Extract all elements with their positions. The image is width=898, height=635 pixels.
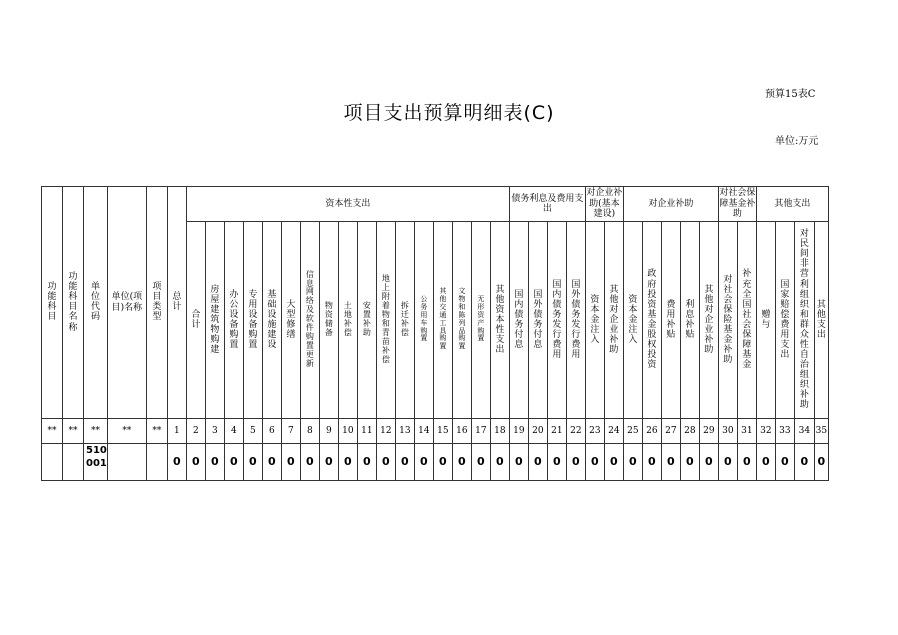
index-cell: 31 (737, 419, 756, 444)
value-cell: 0 (471, 444, 490, 481)
col-header: 其他资本性支出 (490, 222, 509, 419)
value-cell: 0 (718, 444, 737, 481)
value-cell: 0 (414, 444, 433, 481)
cell-project-type (146, 444, 167, 481)
index-cell: 22 (566, 419, 585, 444)
col-header: 专用设备购置 (243, 222, 262, 419)
header-function-subject-name: 功能科目名称 (63, 187, 84, 419)
value-cell: 0 (756, 444, 775, 481)
index-cell: 10 (338, 419, 357, 444)
index-cell: 9 (319, 419, 338, 444)
index-cell: 4 (224, 419, 243, 444)
index-cell: 23 (585, 419, 604, 444)
value-cell: 0 (243, 444, 262, 481)
page-title: 项目支出预算明细表(C) (343, 102, 555, 124)
col-header: 无形资产购置 (471, 222, 490, 419)
cell-unit-name (107, 444, 146, 481)
value-cell: 0 (262, 444, 281, 481)
group-enterprise: 对企业补助 (623, 187, 718, 222)
index-cell: 5 (243, 419, 262, 444)
col-header: 文物和陈列品购置 (452, 222, 471, 419)
col-header: 土地补偿 (338, 222, 357, 419)
group-enterprise-construction: 对企业补助(基本建设) (585, 187, 623, 222)
index-cell: 7 (281, 419, 300, 444)
index-cell: 11 (357, 419, 376, 444)
col-header: 费用补贴 (661, 222, 680, 419)
cell-function-subject (42, 444, 63, 481)
index-cell: 12 (376, 419, 395, 444)
col-header: 国内债务付息 (509, 222, 528, 419)
value-cell: 0 (604, 444, 623, 481)
value-cell: 0 (528, 444, 547, 481)
col-header: 房屋建筑物购建 (205, 222, 224, 419)
index-cell: ** (84, 419, 108, 444)
index-cell: ** (63, 419, 84, 444)
index-cell: 2 (186, 419, 205, 444)
col-header: 对社会保险基金补助 (718, 222, 737, 419)
value-cell: 0 (300, 444, 319, 481)
index-cell: 34 (794, 419, 814, 444)
col-header: 补充全国社会保障基金 (737, 222, 756, 419)
col-header: 信息网络及软件购置更新 (300, 222, 319, 419)
value-cell: 0 (585, 444, 604, 481)
col-header: 对民间非营利组织和群众性自治组织补助 (794, 222, 814, 419)
col-header: 其他支出 (814, 222, 828, 419)
value-cell: 0 (642, 444, 661, 481)
col-header: 基础设施建设 (262, 222, 281, 419)
value-cell: 0 (623, 444, 642, 481)
value-cell: 0 (680, 444, 699, 481)
budget-table (41, 186, 829, 481)
form-code: 预算15表C (765, 89, 816, 100)
index-cell: 17 (471, 419, 490, 444)
value-cell: 0 (281, 444, 300, 481)
index-cell: 26 (642, 419, 661, 444)
index-cell: 33 (775, 419, 794, 444)
index-cell: 24 (604, 419, 623, 444)
col-header: 安置补助 (357, 222, 376, 419)
col-header: 办公设备购置 (224, 222, 243, 419)
unit-label: 单位:万元 (775, 136, 819, 147)
budget-table-wrapper (41, 186, 829, 481)
value-cell: 0 (661, 444, 680, 481)
group-debt: 债务利息及费用支出 (509, 187, 585, 222)
header-total: 总计 (167, 187, 186, 419)
value-cell: 0 (452, 444, 471, 481)
col-header: 其他交通工具购置 (433, 222, 452, 419)
index-cell: 16 (452, 419, 471, 444)
index-cell: 13 (395, 419, 414, 444)
cell-unit-code: 510 001 (84, 444, 108, 481)
header-project-type: 项目类型 (146, 187, 167, 419)
value-cell: 0 (319, 444, 338, 481)
index-cell: 15 (433, 419, 452, 444)
group-header-row (42, 187, 829, 222)
index-cell: 20 (528, 419, 547, 444)
index-cell: 28 (680, 419, 699, 444)
value-cell: 0 (395, 444, 414, 481)
index-cell: 30 (718, 419, 737, 444)
value-cell: 0 (509, 444, 528, 481)
value-cell: 0 (814, 444, 828, 481)
table-row (42, 444, 829, 481)
col-header: 公务用车购置 (414, 222, 433, 419)
value-cell: 0 (794, 444, 814, 481)
value-cell: 0 (186, 444, 205, 481)
index-cell: 8 (300, 419, 319, 444)
index-cell: 27 (661, 419, 680, 444)
value-cell: 0 (338, 444, 357, 481)
value-cell: 0 (547, 444, 566, 481)
header-function-subject: 功能科目 (42, 187, 63, 419)
index-cell: ** (107, 419, 146, 444)
index-cell: 18 (490, 419, 509, 444)
index-cell: 21 (547, 419, 566, 444)
value-cell: 0 (167, 444, 186, 481)
value-cell: 0 (224, 444, 243, 481)
value-cell: 0 (566, 444, 585, 481)
index-cell: 29 (699, 419, 718, 444)
index-cell: 14 (414, 419, 433, 444)
group-social-security: 对社会保障基金补助 (718, 187, 756, 222)
col-header: 政府投资基金股权投资 (642, 222, 661, 419)
col-header: 大型修缮 (281, 222, 300, 419)
value-cell: 0 (357, 444, 376, 481)
value-cell: 0 (490, 444, 509, 481)
col-header: 物资储备 (319, 222, 338, 419)
col-header: 资本金注入 (585, 222, 604, 419)
value-cell: 0 (433, 444, 452, 481)
col-header: 拆迁补偿 (395, 222, 414, 419)
col-header: 资本金注入 (623, 222, 642, 419)
cell-function-subject-name (63, 444, 84, 481)
index-cell: ** (146, 419, 167, 444)
col-header: 赠与 (756, 222, 775, 419)
col-header: 国内债务发行费用 (547, 222, 566, 419)
index-row (42, 419, 829, 444)
group-other: 其他支出 (756, 187, 828, 222)
index-cell: 32 (756, 419, 775, 444)
index-cell: 6 (262, 419, 281, 444)
group-capital: 资本性支出 (186, 187, 509, 222)
index-cell: 35 (814, 419, 828, 444)
index-cell: ** (42, 419, 63, 444)
header-unit-name: 单位(项目)名称 (107, 187, 146, 419)
index-cell: 1 (167, 419, 186, 444)
col-header: 利息补贴 (680, 222, 699, 419)
index-cell: 25 (623, 419, 642, 444)
value-cell: 0 (699, 444, 718, 481)
col-header: 其他对企业补助 (604, 222, 623, 419)
col-header: 合计 (186, 222, 205, 419)
col-header: 地上附着物和青苗补偿 (376, 222, 395, 419)
header-unit-code: 单位代码 (84, 187, 108, 419)
col-header: 国外债务发行费用 (566, 222, 585, 419)
index-cell: 19 (509, 419, 528, 444)
col-header: 国家赔偿费用支出 (775, 222, 794, 419)
value-cell: 0 (775, 444, 794, 481)
value-cell: 0 (376, 444, 395, 481)
col-header: 其他对企业补助 (699, 222, 718, 419)
value-cell: 0 (737, 444, 756, 481)
col-header: 国外债务付息 (528, 222, 547, 419)
index-cell: 3 (205, 419, 224, 444)
value-cell: 0 (205, 444, 224, 481)
